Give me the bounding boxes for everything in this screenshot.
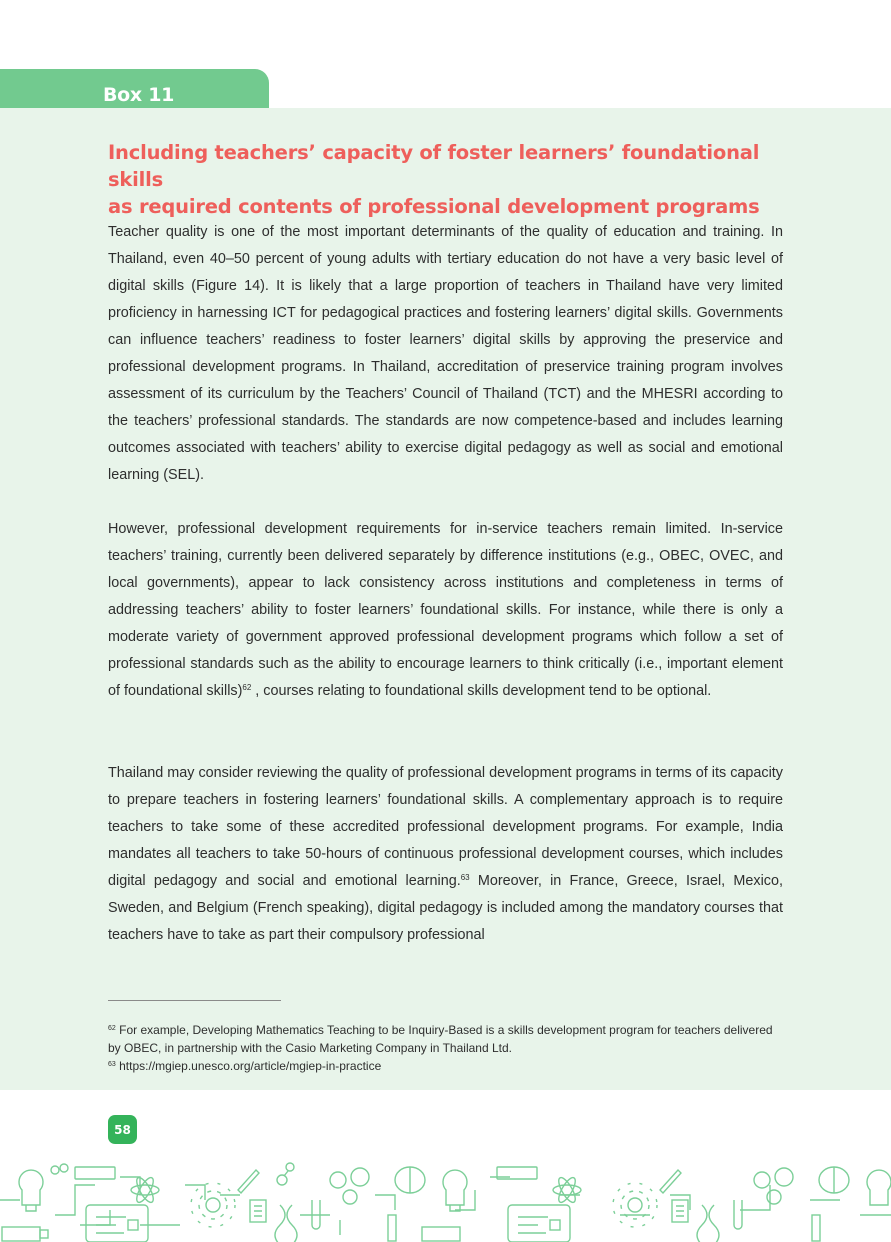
tablet-icon (508, 1205, 570, 1242)
lightbulb-icon (867, 1170, 891, 1205)
tablet-icon (86, 1205, 148, 1242)
footer-illustration (0, 1155, 891, 1242)
paragraph-3-text-b: Moreover, in France, Greece, Israel, Mexico, Sweden, and Belgium (French speaking), digital pedagogy is included among the mandatory courses that teachers have to take as part their compulsory professional (108, 873, 784, 943)
test-tube-icon (734, 1200, 742, 1229)
box-title (108, 139, 808, 220)
document-icon (672, 1200, 688, 1222)
usb-drive-icon (2, 1227, 48, 1241)
galaxy-icon (613, 1183, 657, 1227)
brain-icon (819, 1167, 849, 1193)
footnote-62 (108, 1021, 788, 1057)
paragraph-3 (108, 760, 783, 949)
footnote-number: 62 (108, 1025, 116, 1032)
atom-icon (553, 1175, 581, 1204)
lightbulb-icon (19, 1170, 43, 1211)
paragraph-1: Teacher quality is one of the most important determinants of the quality of education and training. In Thailand, even 40–50 percent of young adults with tertiary education do not have a very basic level of digital skills (Figure 14). It is likely that a large proportion of teachers in Thailand have very limited proficiency in harnessing ICT for pedagogical practices and fostering learners’ digital skills. Governments can influence teachers’ readiness to foster learners’ digital skills by approving the preservice and professional development programs. In Thailand, accreditation of preservice training program involves assessment of its curriculum by the Teachers’ Council of Thailand (TCT) and the MHESRI according to the teachers’ professional standards. The standards are now competence-based and includes learning outcomes associated with teachers’ ability to exercise digital pedagogy as well as social and emotional learning (SEL). (108, 224, 783, 483)
document-icon (250, 1200, 266, 1222)
usb-stick-icon (75, 1167, 115, 1179)
lightbulb-icon (443, 1170, 467, 1211)
footnote-number: 63 (108, 1061, 116, 1068)
footnote-ref-62[interactable]: 62 (242, 683, 252, 692)
gears-icon (330, 1168, 369, 1204)
rocket-icon (238, 1170, 259, 1193)
paragraph-2-text-a: However, professional development requirements for in-service teachers remain limited. In-service teachers’ training, currently been delivered separately by difference institutions (e.g., OBEC, OVEC, and local governments), appear to lack consistency across institutions and completeness in terms of addressing teachers’ ability to foster learners’ foundational skills. For instance, while there is only a moderate variety of government approved professional development programs which follow a set of professional standards such as the ability to encourage learners to think critically (i.e., important element of foundational skills) (108, 521, 783, 699)
gears-icon (754, 1168, 793, 1204)
rocket-icon (660, 1170, 681, 1193)
box-label: Box 11 (103, 84, 175, 106)
paragraph-3-text-a: Thailand may consider reviewing the quality of professional development programs in terms of its capacity to prepare teachers in fostering learners’ foundational skills. A complementary approach is to require teachers to take some of these accredited professional development programs. For example, India mandates all teachers to take 50-hours of continuous professional development courses, which includes digital pedagogy and social and emotional learning. (108, 765, 783, 889)
page-number-badge: 58 (108, 1115, 137, 1144)
box-title-line-1: Including teachers’ capacity of foster learners’ foundational skills (108, 141, 760, 191)
galaxy-icon (191, 1183, 235, 1227)
gears-icon (51, 1164, 68, 1174)
footnote-text: For example, Developing Mathematics Teaching to be Inquiry-Based is a skills development program for teachers delivered by OBEC, in partnership with the Casio Marketing Company in Thailand Ltd. (108, 1023, 773, 1055)
footnote-ref-63[interactable]: 63 (460, 873, 470, 882)
usb-drive-icon (422, 1227, 460, 1241)
footnote-divider (108, 1000, 281, 1001)
paragraph-2-text-b: , courses relating to foundational skills development tend to be optional. (251, 683, 712, 699)
dna-icon (697, 1205, 719, 1242)
footnote-63 (108, 1057, 788, 1075)
box-title-line-2: as required contents of professional development programs (108, 195, 760, 218)
dna-icon (275, 1205, 297, 1242)
atom-icon (131, 1175, 159, 1204)
battery-icon (388, 1215, 820, 1241)
molecule-icon (277, 1163, 294, 1185)
footnote-link[interactable]: https://mgiep.unesco.org/article/mgiep-in-practice (115, 1059, 382, 1073)
paragraph-2 (108, 516, 783, 705)
brain-icon (395, 1167, 425, 1193)
footnotes (108, 1021, 788, 1075)
